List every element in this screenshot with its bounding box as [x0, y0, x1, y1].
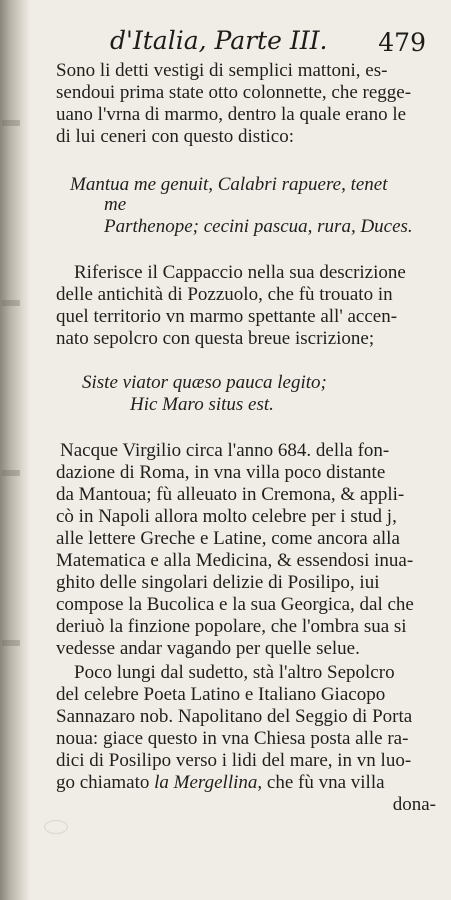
text-line: noua: giace questo in vna Chiesa posta alle ra- [56, 728, 409, 749]
text-run: , che fù vna villa [257, 772, 385, 793]
text-line: Nacque Virgilio circa l'anno 684. della fon- [60, 440, 390, 461]
running-title: d'Italia, Parte III. [110, 26, 328, 55]
page-header [110, 26, 430, 60]
faded-stamp-mark [44, 820, 68, 834]
gutter-shadow [2, 300, 20, 306]
text-line: di lui ceneri con questo distico: [56, 126, 294, 147]
text-line: ghito delle singolari delizie di Posilipo, iui [56, 572, 380, 593]
text-line: Sono li detti vestigi di semplici mattoni, es- [56, 60, 388, 81]
text-line: delle antichità di Pozzuolo, che fù trouato in [56, 284, 393, 305]
italic-place-name: la Mergellina [154, 772, 258, 793]
text-line: del celebre Poeta Latino e Italiano Giacopo [56, 684, 386, 705]
text-line: uano l'vrna di marmo, dentro la quale erano le [56, 104, 407, 125]
text-line: dici di Posilipo verso i lidi del mare, in vn luo- [56, 750, 412, 771]
binding-gutter [0, 0, 30, 900]
text-line: da Mantoua; fù alleuato in Cremona, & appli- [56, 484, 405, 505]
verse-line: Mantua me genuit, Calabri rapuere, tenet [70, 174, 388, 195]
text-line: sendoui prima state otto colonnette, che regge- [56, 82, 412, 103]
text-line: Matematica e alla Medicina, & essendosi inua- [56, 550, 414, 571]
text-line: Sannazaro nob. Napolitano del Seggio di Porta [56, 706, 413, 727]
text-line: nato sepolcro con questa breue iscrizione; [56, 328, 375, 349]
inscription-line: Siste viator quæso pauca legito; [82, 372, 327, 393]
text-line: Riferisce il Cappaccio nella sua descrizione [74, 262, 406, 283]
verse-line: Parthenope; cecini pascua, rura, Duces. [104, 216, 413, 237]
text-line: compose la Bucolica e la sua Georgica, dal che [56, 594, 414, 615]
inscription-line: Hic Maro situs est. [130, 394, 274, 415]
text-line: cò in Napoli allora molto celebre per i stud j, [56, 506, 397, 527]
catchword: dona- [392, 794, 436, 815]
text-line: Poco lungi dal sudetto, stà l'altro Sepolcro [74, 662, 395, 683]
gutter-shadow [2, 120, 20, 126]
verse-line: me [104, 194, 127, 215]
text-line: vedesse andar vagando per quelle selue. [56, 638, 360, 659]
page-number: 479 [378, 28, 426, 57]
gutter-shadow [2, 640, 20, 646]
text-line: deriuò la finzione popolare, che l'ombra sua si [56, 616, 407, 637]
text-line: alle lettere Greche e Latine, come ancora alla [56, 528, 400, 549]
text-line: quel territorio vn marmo spettante all' accen- [56, 306, 398, 327]
text-line: dazione di Roma, in vna villa poco distante [56, 462, 386, 483]
text-line-mixed [56, 772, 385, 794]
gutter-shadow [2, 470, 20, 476]
text-run: go chiamato [56, 772, 155, 793]
